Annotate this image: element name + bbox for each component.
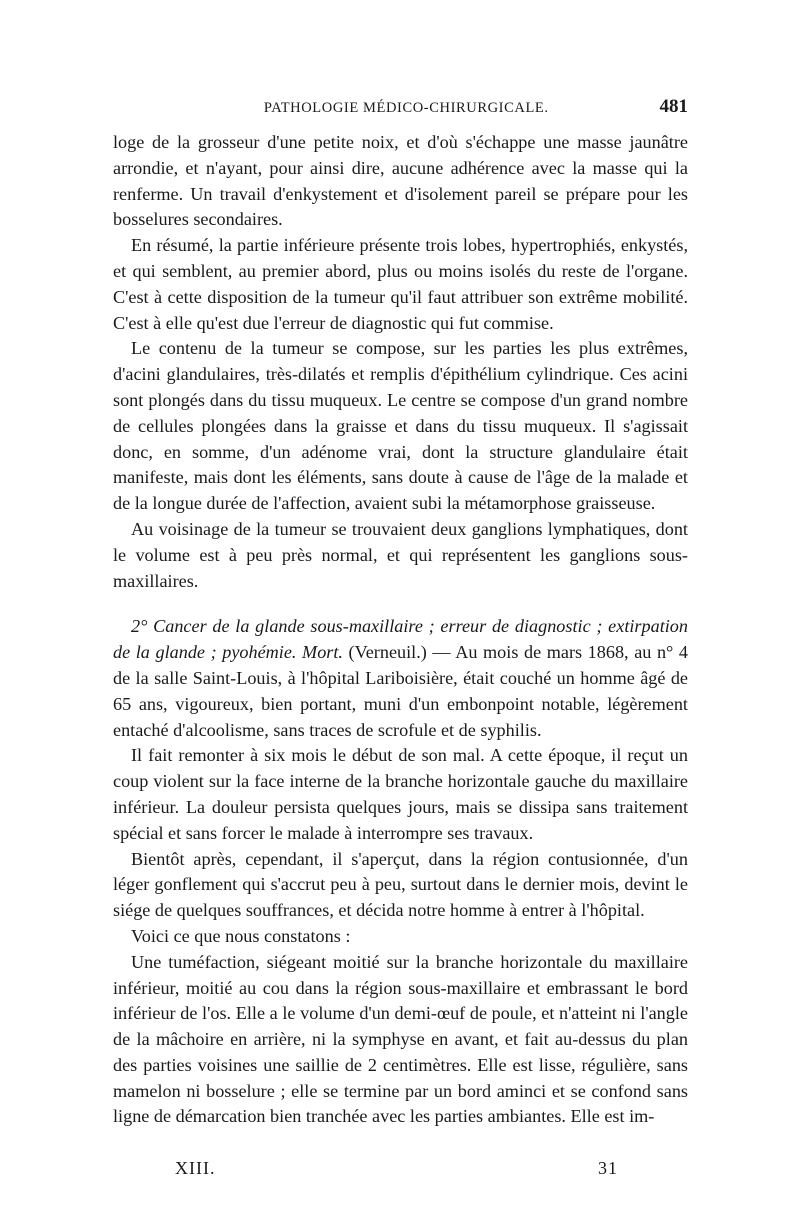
body-text xyxy=(113,130,688,1130)
case-author: (Verneuil.) xyxy=(342,642,427,663)
paragraph: Une tuméfaction, siégeant moitié sur la branche horizontale du maxillaire inférieur, moitié au cou dans la région sous-maxillaire et embrassant le bord inférieur de l'os. Elle a le volume d'un demi-œuf de poule, et n'atteint ni l'angle de la mâchoire en arrière, ni la symphyse en avant, et fait au-dessus du plan des parties voisines une saillie de 2 centimètres. Elle est lisse, régulière, sans mamelon ni bosselure ; elle se termine par un bord aminci et se confond sans ligne de démarcation bien tranchée avec les parties ambiantes. Elle est im- xyxy=(113,951,688,1127)
running-title: PATHOLOGIE MÉDICO-CHIRURGICALE. xyxy=(263,100,549,116)
case-title: 2° Cancer de la glande sous-maxillaire ; erreur de diagnostic ; extirpation de la glande ; pyohémie. Mort. xyxy=(113,616,688,663)
paragraph: Au voisinage de la tumeur se trouvaient deux ganglions lymphatiques, dont le volume est à peu près normal, et qui représentent les ganglions sous-maxillaires. xyxy=(113,518,688,591)
paragraph: Bientôt après, cependant, il s'aperçut, dans la région contusionnée, d'un léger gonflement qui s'accrut peu à peu, surtout dans le dernier mois, devint le siége de quelques souffrances, et décida notre homme à entrer à l'hôpital. xyxy=(113,848,688,921)
page-number: 481 xyxy=(659,96,688,117)
case-paragraph xyxy=(113,614,688,743)
paragraph: loge de la grosseur d'une petite noix, et d'où s'échappe une masse jaunâtre arrondie, et n'ayant, pour ainsi dire, aucune adhérence avec la masse qui la renferme. Un travail d'enkystement et d'isolement pareil se prépare pour les bosselures secondaires. xyxy=(113,132,688,230)
signature-mark: 31 xyxy=(598,1158,618,1178)
paragraph: Le contenu de la tumeur se compose, sur les parties les plus extrêmes, d'acini glandulaires, très-dilatés et remplis d'épithélium cylindrique. Ces acini sont plongés dans du tissu muqueux. Le centre se compose d'un grand nombre de cellules plongées dans la graisse et dans du tissu muqueux. Il s'agissait donc, en somme, d'un adénome vrai, dont la structure glandulaire était manifeste, mais dont les éléments, sans doute à cause de l'âge de la malade et de la longue durée de l'affection, avaient subi la métamorphose graisseuse. xyxy=(113,338,688,514)
paragraph: En résumé, la partie inférieure présente trois lobes, hypertrophiés, enkystés, et qui semblent, au premier abord, plus ou moins isolés du reste de l'organe. C'est à cette disposition de la tumeur qu'il faut attribuer son extrême mobilité. C'est à elle qu'est due l'erreur de diagnostic qui fut commise. xyxy=(113,235,688,333)
case-text: — Au mois de mars 1868, au n° 4 de la salle Saint-Louis, à l'hôpital Lariboisière, était couché un homme âgé de 65 ans, vigoureux, bien portant, muni d'un embonpoint notable, légèrement entaché d'alcoolisme, sans traces de scrofule et de syphilis. xyxy=(113,642,688,740)
paragraph: Il fait remonter à six mois le début de son mal. A cette époque, il reçut un coup violent sur la face interne de la branche horizontale gauche du maxillaire inférieur. La douleur persista quelques jours, mais se dissipa sans traitement spécial et sans forcer le malade à interrompre ses travaux. xyxy=(113,745,688,843)
page-header xyxy=(113,96,688,130)
paragraph: Voici ce que nous constatons : xyxy=(131,925,351,946)
volume-mark: XIII. xyxy=(175,1158,216,1178)
page-footer xyxy=(113,1158,688,1179)
